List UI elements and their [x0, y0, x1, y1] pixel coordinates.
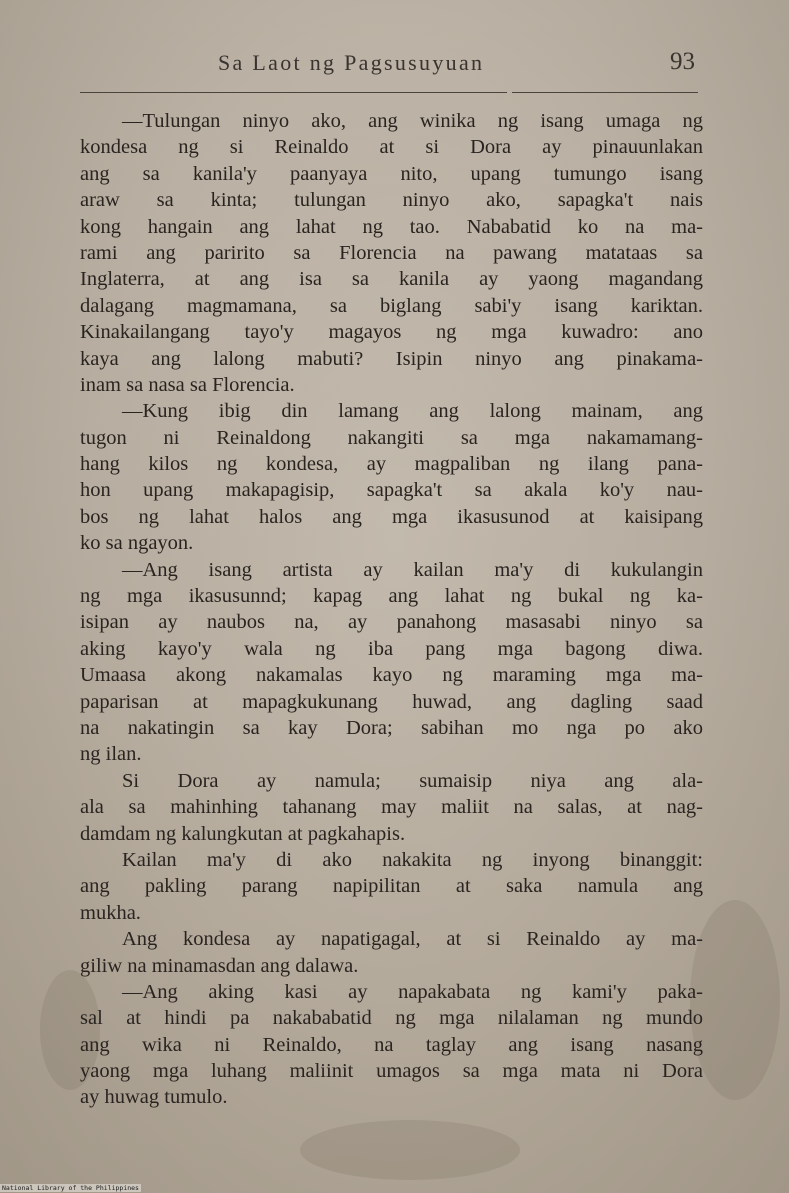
- text-line: —Ang aking kasi ay napakabata ng kami'y paka-: [122, 980, 703, 1003]
- text-line: hang kilos ng kondesa, ay magpaliban ng ilang pana-: [80, 453, 703, 476]
- text-line: mukha.: [80, 901, 141, 924]
- text-line: aking kayo'y wala ng iba pang mga bagong diwa.: [80, 637, 703, 660]
- text-line: ng ilan.: [80, 743, 142, 766]
- text-line: Si Dora ay namula; sumaisip niya ang ala-: [122, 769, 703, 792]
- text-line: hon upang makapagisip, sapagka't sa akala ko'y nau-: [80, 479, 703, 502]
- text-line: paparisan at mapagkukunang huwad, ang dagling saad: [80, 690, 703, 713]
- text-line: ng mga ikasusunnd; kapag ang lahat ng bukal ng ka-: [80, 585, 703, 608]
- text-line: sal at hindi pa nakababatid ng mga nilalaman ng mundo: [80, 1007, 703, 1030]
- header-rule: [512, 92, 698, 93]
- text-line: ko sa ngayon.: [80, 532, 194, 555]
- text-line: yaong mga luhang maliinit umagos sa mga mata ni Dora: [80, 1060, 703, 1083]
- library-stamp: National Library of the Philippines: [2, 1184, 139, 1192]
- text-line: inam sa nasa sa Florencia.: [80, 373, 295, 396]
- text-line: araw sa kinta; tulungan ninyo ako, sapagka't nais: [80, 189, 703, 212]
- text-line: kondesa ng si Reinaldo at si Dora ay pinauunlakan: [80, 136, 703, 159]
- text-line: Umaasa akong nakamalas kayo ng maraming mga ma-: [80, 664, 703, 687]
- text-line: —Tulungan ninyo ako, ang winika ng isang umaga ng: [122, 110, 703, 132]
- text-line: bos ng lahat halos ang mga ikasusunod at kaisipang: [80, 505, 703, 528]
- text-line: kong hangain ang lahat ng tao. Nababatid ko na ma-: [80, 215, 703, 238]
- text-line: ala sa mahinhing tahanang may maliit na salas, at nag-: [80, 796, 703, 819]
- text-line: rami ang paririto sa Florencia na pawang matataas sa: [80, 241, 703, 264]
- text-line: ang wika ni Reinaldo, na taglay ang isang nasang: [80, 1033, 703, 1056]
- body-text: [80, 108, 703, 1111]
- text-line: Kinakailangang tayo'y magayos ng mga kuwadro: ano: [80, 321, 703, 344]
- text-line: dalagang magmamana, sa biglang sabi'y isang kariktan.: [80, 294, 703, 317]
- text-line: —Kung ibig din lamang ang lalong mainam, ang: [122, 400, 703, 423]
- text-line: isipan ay naubos na, ay panahong masasabi ninyo sa: [80, 611, 703, 634]
- text-line: ang sa kanila'y paanyaya nito, upang tumungo isang: [80, 162, 703, 185]
- header-rule: [80, 92, 507, 93]
- text-line: Kailan ma'y di ako nakakita ng inyong binanggit:: [122, 848, 703, 871]
- text-line: kaya ang lalong mabuti? Isipin ninyo ang pinakama-: [80, 347, 703, 370]
- text-line: na nakatingin sa kay Dora; sabihan mo nga po ako: [80, 716, 703, 739]
- text-line: tugon ni Reinaldong nakangiti sa mga nakamamang-: [80, 426, 703, 449]
- text-line: ang pakling parang napipilitan at saka namula ang: [80, 875, 703, 898]
- text-line: giliw na minamasdan ang dalawa.: [80, 954, 359, 977]
- paper-stain: [300, 1120, 520, 1180]
- page-header: [0, 44, 789, 84]
- text-line: Inglaterra, at ang isa sa kanila ay yaong magandang: [80, 268, 703, 291]
- text-line: damdam ng kalungkutan at pagkahapis.: [80, 822, 406, 845]
- text-line: Ang kondesa ay napatigagal, at si Reinaldo ay ma-: [122, 928, 703, 951]
- text-line: —Ang isang artista ay kailan ma'y di kukulangin: [122, 558, 703, 581]
- running-title: Sa Laot ng Pagsusuyuan: [218, 50, 485, 75]
- paper-stain: [690, 900, 780, 1100]
- page-number: 93: [670, 48, 695, 75]
- text-line: ay huwag tumulo.: [80, 1086, 228, 1109]
